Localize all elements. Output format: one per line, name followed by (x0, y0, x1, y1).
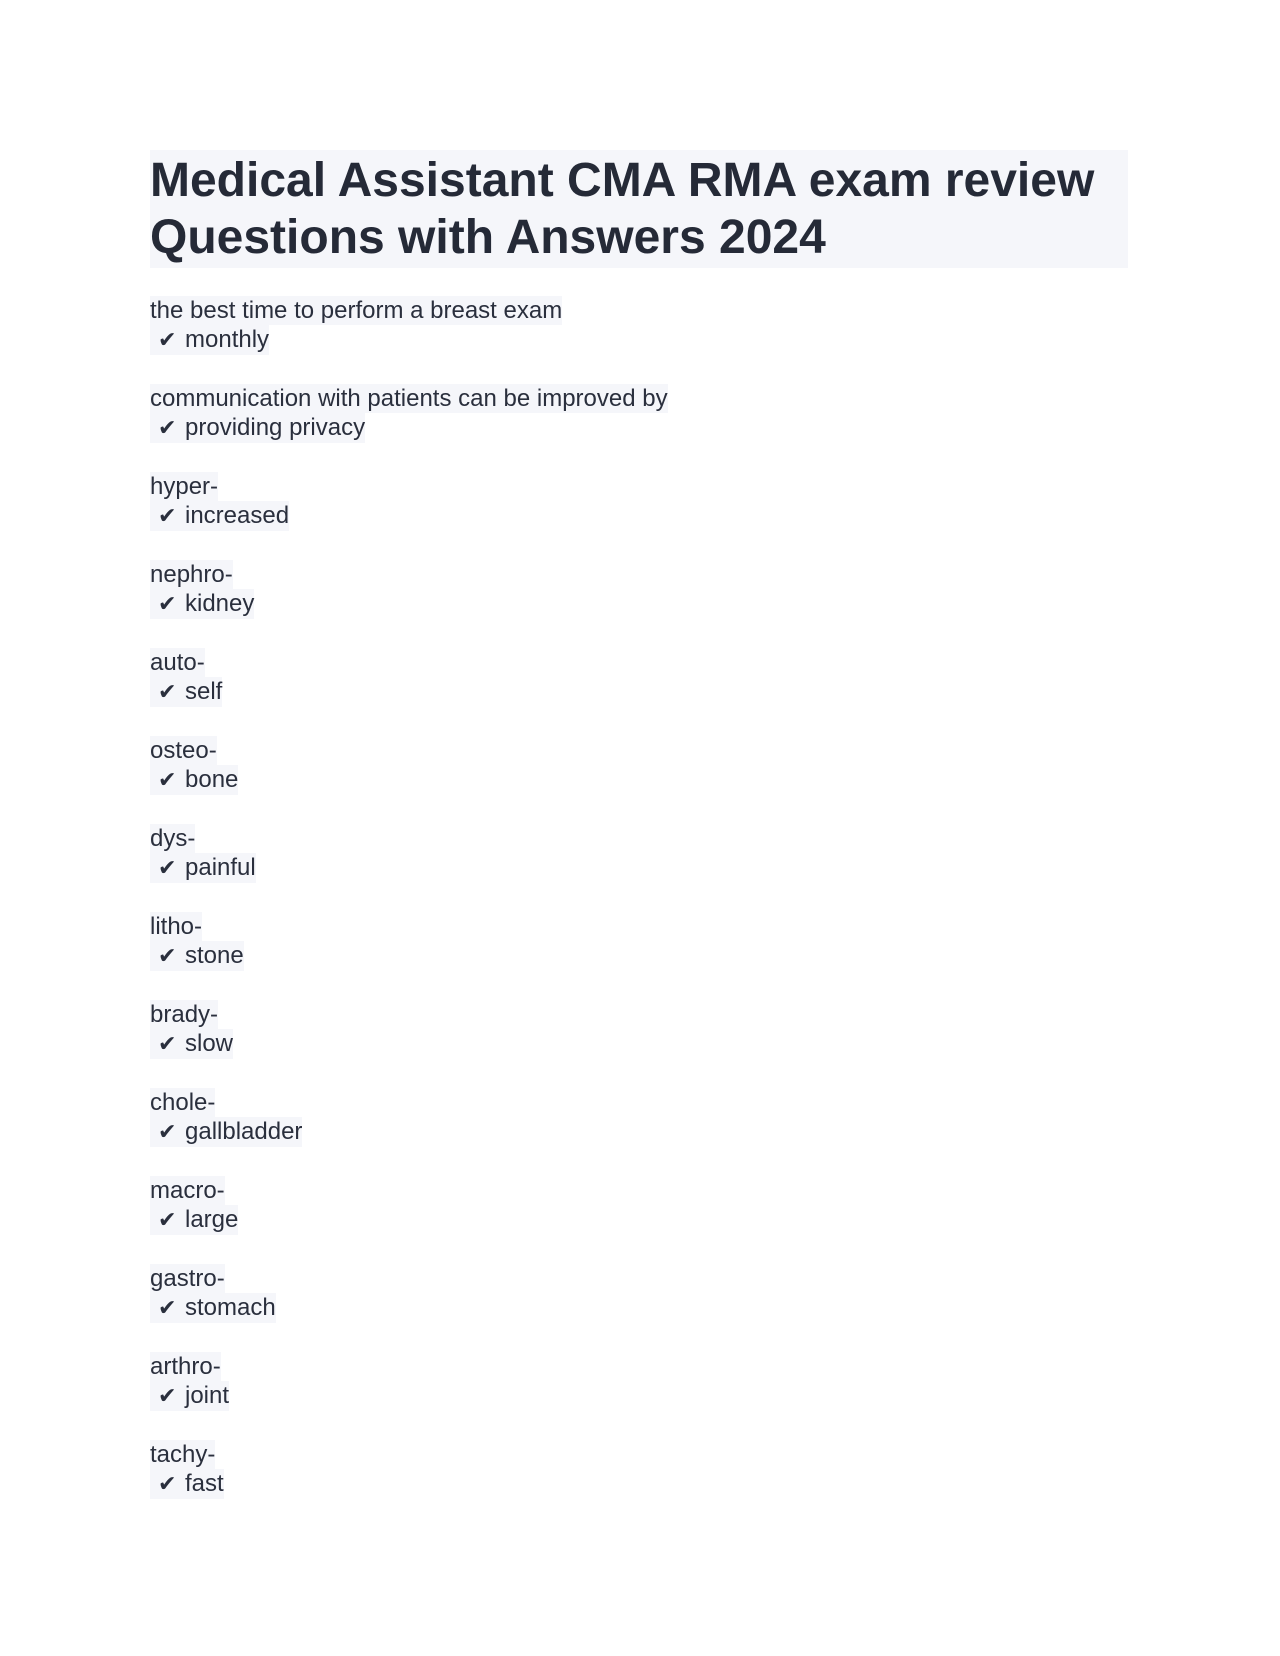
question-text: arthro- (150, 1353, 221, 1380)
answer-text: joint (185, 1382, 230, 1409)
answer-text: fast (185, 1470, 224, 1497)
answer-line (150, 677, 222, 707)
qa-item (150, 1264, 1128, 1323)
answer-text: painful (185, 854, 256, 881)
answer-line (150, 1029, 233, 1059)
qa-item (150, 560, 1128, 619)
answer-line (150, 1469, 224, 1499)
question-text: osteo- (150, 737, 217, 764)
answer-text: self (185, 678, 223, 705)
answer-text: bone (185, 766, 239, 793)
answer-text: stone (185, 942, 244, 969)
answer-text: kidney (185, 590, 255, 617)
checkmark-icon: ✔ (158, 328, 177, 353)
qa-item (150, 648, 1128, 707)
question-text: chole- (150, 1089, 216, 1116)
answer-line (150, 853, 256, 883)
question-text: litho- (150, 913, 203, 940)
qa-item (150, 736, 1128, 795)
answer-line (150, 941, 244, 971)
question-text: tachy- (150, 1441, 216, 1468)
checkmark-icon: ✔ (158, 416, 177, 441)
checkmark-icon: ✔ (158, 1208, 177, 1233)
checkmark-icon: ✔ (158, 592, 177, 617)
qa-list (150, 296, 1128, 1499)
answer-line (150, 1117, 302, 1147)
qa-item (150, 472, 1128, 531)
checkmark-icon: ✔ (158, 1120, 177, 1145)
question-text: macro- (150, 1177, 225, 1204)
question-text: hyper- (150, 473, 219, 500)
qa-item (150, 1440, 1128, 1499)
checkmark-icon: ✔ (158, 1384, 177, 1409)
checkmark-icon: ✔ (158, 1296, 177, 1321)
qa-item (150, 384, 1128, 443)
answer-line (150, 1381, 229, 1411)
checkmark-icon: ✔ (158, 944, 177, 969)
answer-line (150, 413, 365, 443)
answer-line (150, 765, 238, 795)
qa-item (150, 912, 1128, 971)
checkmark-icon: ✔ (158, 1472, 177, 1497)
checkmark-icon: ✔ (158, 1032, 177, 1057)
question-text: brady- (150, 1001, 219, 1028)
question-text: dys- (150, 825, 196, 852)
question-text: nephro- (150, 561, 233, 588)
answer-text: stomach (185, 1294, 276, 1321)
answer-text: monthly (185, 326, 270, 353)
answer-text: gallbladder (185, 1118, 303, 1145)
document-title: Medical Assistant CMA RMA exam review Questions with Answers 2024 (150, 150, 1128, 268)
qa-item (150, 1000, 1128, 1059)
qa-item (150, 1088, 1128, 1147)
checkmark-icon: ✔ (158, 680, 177, 705)
question-text: gastro- (150, 1265, 225, 1292)
answer-text: large (185, 1206, 239, 1233)
answer-line (150, 589, 254, 619)
answer-text: slow (185, 1030, 234, 1057)
answer-line (150, 1293, 276, 1323)
qa-item (150, 1352, 1128, 1411)
question-text: communication with patients can be improved by (150, 385, 668, 412)
answer-line (150, 1205, 238, 1235)
answer-line (150, 325, 269, 355)
qa-item (150, 1176, 1128, 1235)
answer-text: providing privacy (185, 414, 366, 441)
document-page (150, 150, 1128, 1528)
checkmark-icon: ✔ (158, 856, 177, 881)
answer-text: increased (185, 502, 290, 529)
checkmark-icon: ✔ (158, 504, 177, 529)
qa-item (150, 824, 1128, 883)
qa-item (150, 296, 1128, 355)
question-text: auto- (150, 649, 205, 676)
answer-line (150, 501, 289, 531)
question-text: the best time to perform a breast exam (150, 297, 563, 324)
checkmark-icon: ✔ (158, 768, 177, 793)
